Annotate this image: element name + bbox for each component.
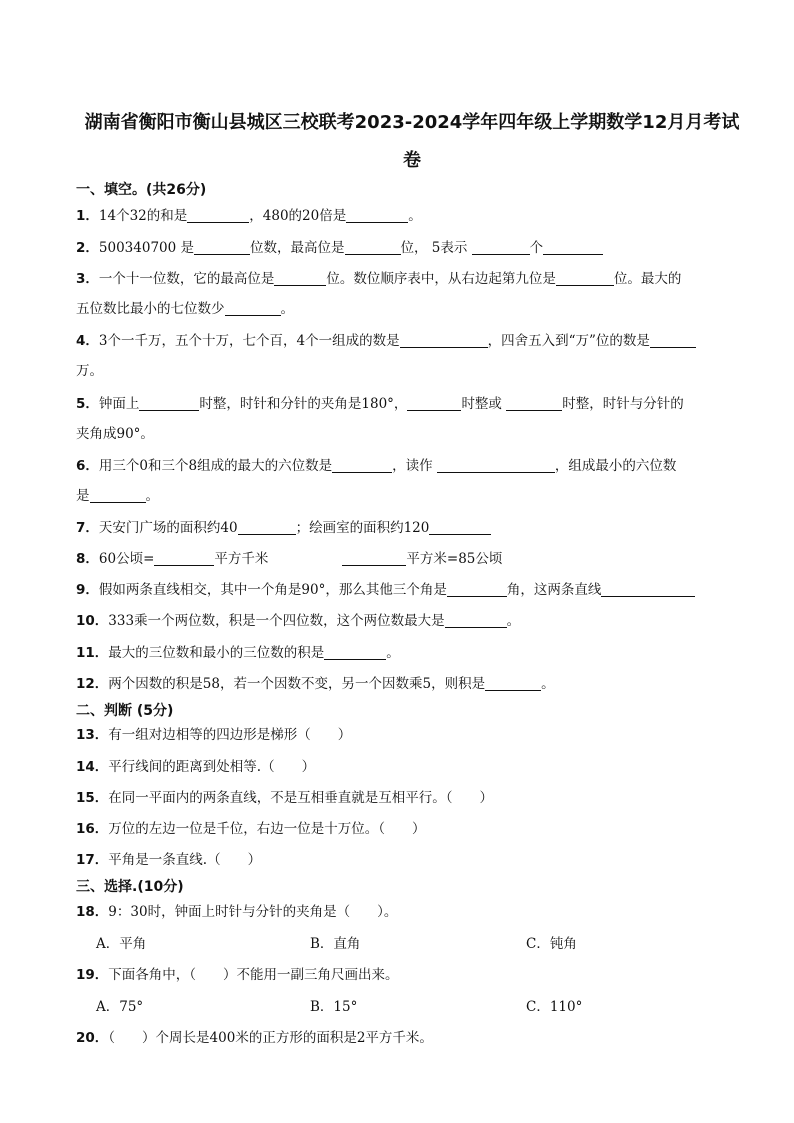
- q18-option-b[interactable]: B．直角: [310, 936, 361, 952]
- section-judgement-heading: 二、判断 (5分): [76, 703, 174, 719]
- answer-blank[interactable]: [90, 487, 146, 503]
- answer-blank[interactable]: [324, 644, 386, 660]
- answer-blank[interactable]: [601, 581, 695, 597]
- question-4: 4．3个一千万，五个十万，七个百，4个一组成的数是 ，四舍五入到“万”位的数是 万。: [76, 331, 748, 381]
- answer-blank[interactable]: [506, 395, 562, 411]
- answer-blank[interactable]: [345, 239, 401, 255]
- question-19: 19．下面各角中，（ ）不能用一副三角尺画出来。: [76, 967, 399, 983]
- section-choice-heading: 三、选择.(10分): [76, 879, 184, 895]
- answer-blank[interactable]: [407, 395, 461, 411]
- q19-option-b[interactable]: B．15°: [310, 999, 358, 1015]
- answer-blank[interactable]: [447, 581, 507, 597]
- question-20: 20．（ ）个周长是400米的正方形的面积是2平方千米。: [76, 1030, 433, 1046]
- question-2: 2．500340700 是 位数，最高位是 位， 5表示 个: [76, 238, 748, 258]
- title-line-2: 卷: [403, 150, 421, 171]
- answer-blank[interactable]: [650, 332, 696, 348]
- question-9: 9．假如两条直线相交，其中一个角是90°，那么其他三个角是 角，这两条直线: [76, 580, 748, 600]
- section-fill-blank-heading: 一、填空。(共26分): [76, 182, 207, 198]
- question-10: 10．333乘一个两位数，积是一个四位数，这个两位数最大是 。: [76, 613, 521, 629]
- question-17: 17．平角是一条直线.（ ）: [76, 852, 262, 868]
- question-8: 8．60公顷= 平方千米 平方米=85公顷: [76, 551, 503, 567]
- answer-blank[interactable]: [485, 675, 541, 691]
- answer-blank[interactable]: [445, 612, 507, 628]
- answer-blank[interactable]: [437, 457, 555, 473]
- answer-blank[interactable]: [332, 457, 392, 473]
- answer-blank[interactable]: [543, 239, 603, 255]
- question-11: 11．最大的三位数和最小的三位数的积是 。: [76, 645, 400, 661]
- answer-blank[interactable]: [187, 207, 249, 223]
- q19-option-a[interactable]: A．75°: [96, 999, 144, 1015]
- question-16: 16．万位的左边一位是千位，右边一位是十万位。（ ）: [76, 821, 426, 837]
- question-3: 3．一个十一位数，它的最高位是 位。数位顺序表中，从右边起第九位是 位。最大的 五位数比最小的七位数少 。: [76, 271, 682, 317]
- question-6: 6．用三个0和三个8组成的最大的六位数是 ，读作 ，组成最小的六位数 是 。: [76, 458, 677, 504]
- answer-blank[interactable]: [139, 395, 199, 411]
- exam-title: [60, 104, 764, 180]
- answer-blank[interactable]: [429, 519, 491, 535]
- q18-option-a[interactable]: A．平角: [96, 936, 147, 952]
- question-18: 18．9：30时，钟面上时针与分针的夹角是（ ）。: [76, 904, 398, 920]
- question-13: 13．有一组对边相等的四边形是梯形（ ）: [76, 727, 352, 743]
- q18-option-c[interactable]: C．钝角: [526, 936, 577, 952]
- answer-blank[interactable]: [400, 332, 488, 348]
- answer-blank[interactable]: [472, 239, 530, 255]
- title-line-1: 湖南省衡阳市衡山县城区三校联考2023-2024学年四年级上学期数学12月月考试: [84, 112, 740, 133]
- answer-blank[interactable]: [238, 519, 296, 535]
- question-7: 7．天安门广场的面积约40 ；绘画室的面积约120: [76, 518, 748, 538]
- q19-option-c[interactable]: C．110°: [526, 999, 583, 1015]
- question-15: 15．在同一平面内的两条直线，不是互相垂直就是互相平行。（ ）: [76, 790, 494, 806]
- answer-blank[interactable]: [346, 207, 408, 223]
- question-14: 14．平行线间的距离到处相等.（ ）: [76, 759, 316, 775]
- question-1: 1．14个32的和是 ，480的20倍是 。: [76, 208, 422, 224]
- answer-blank[interactable]: [225, 300, 281, 316]
- question-5: 5．钟面上 时整，时针和分针的夹角是180°， 时整或 时整，时针与分针的 夹角成90°。: [76, 396, 684, 442]
- answer-blank[interactable]: [342, 550, 406, 566]
- answer-blank[interactable]: [556, 270, 614, 286]
- answer-blank[interactable]: [194, 239, 250, 255]
- answer-blank[interactable]: [154, 550, 214, 566]
- answer-blank[interactable]: [274, 270, 326, 286]
- question-12: 12．两个因数的积是58，若一个因数不变，另一个因数乘5，则积是 。: [76, 676, 555, 692]
